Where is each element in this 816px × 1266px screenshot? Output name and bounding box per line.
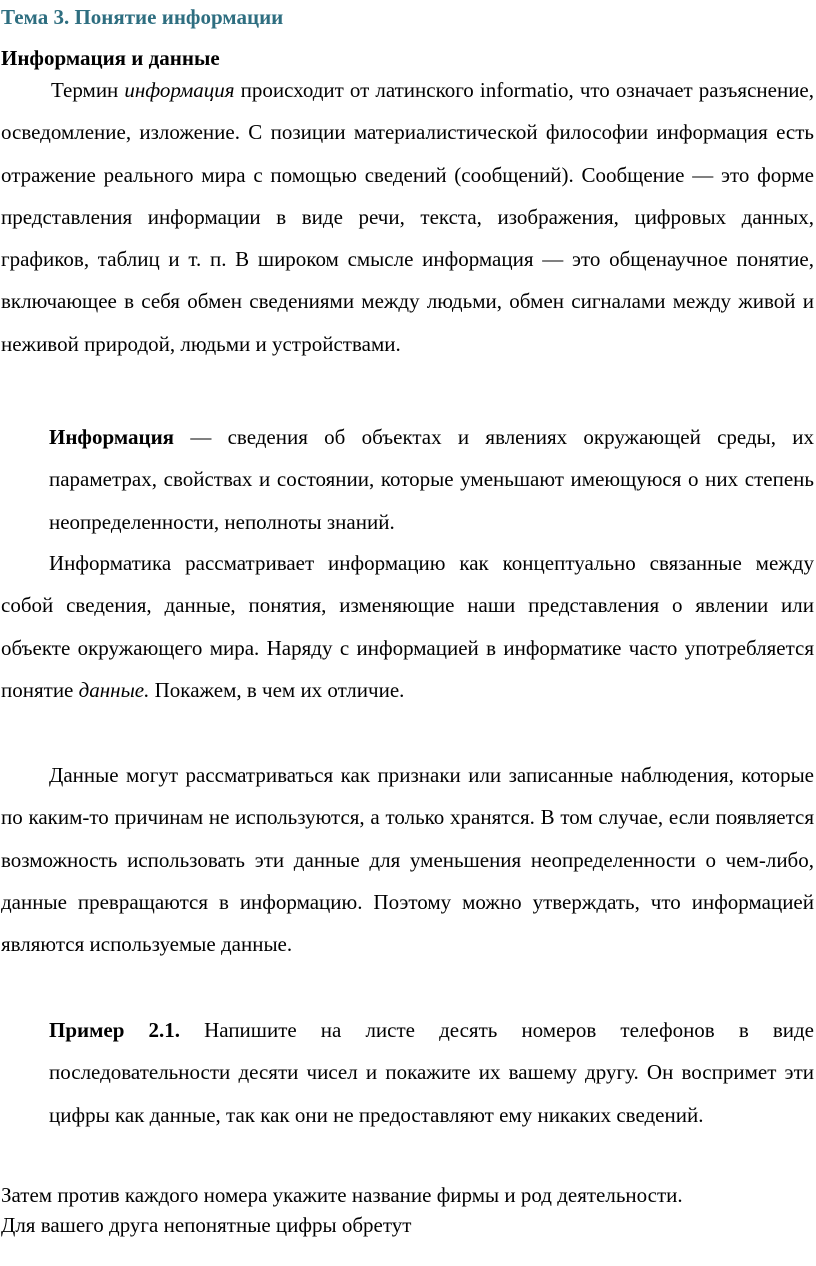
- paragraph-lead-text: Термин: [51, 78, 125, 102]
- example-paragraph: [49, 1009, 814, 1136]
- definition-paragraph: [49, 416, 814, 543]
- definition-text: — сведения об объектах и явлениях окружающей среды, их параметрах, свойствах и состоянии, которые уменьшают имеющуюся о них степень неопределенности, неполноты знаний.: [49, 425, 814, 534]
- paragraph-body-text: происходит от латинского informatio, что означает разъяснение, осведомление, изложение. С позиции материалистической философии информация есть отражение реального мира с помощью сведений (сообщений). Сообщение — это форме представления информации в виде речи, текста, изображения, цифровых данных, графиков, таблиц и т. п. В широком смысле информация — это общенаучное понятие, включающее в себя обмен сведениями между людьми, обмен сигналами между живой и неживой природой, людьми и устройствами.: [1, 78, 814, 356]
- paragraph-data: Данные могут рассматриваться как признаки или записанные наблюдения, которые по каким-то причинам не используются, а только хранятся. В том случае, если появляется возможность использовать эти данные для уменьшения неопределенности о чем-либо, данные превращаются в информацию. Поэтому можно утверждать, что информацией являются используемые данные.: [1, 763, 814, 957]
- tail-line-2: Для вашего друга непонятные цифры обретут: [1, 1213, 412, 1237]
- paragraph-body-text: Покажем, в чем их отличие.: [149, 677, 405, 702]
- definition-term: Информация: [49, 425, 175, 449]
- italic-term-data: данные.: [78, 677, 150, 702]
- topic-title: Тема 3. Понятие информации: [1, 5, 284, 29]
- tail-text: [1, 1180, 814, 1240]
- tail-line-1: Затем против каждого номера укажите название фирмы и род деятельности.: [1, 1183, 683, 1207]
- paragraph-lead-text: Информатика рассматривает информацию как концептуально связанные между собой сведения, данные, понятия, изменяющие наши представления о явлении или объекте окружающего мира. Наряду с информацией в информатике часто употребляется понятие: [1, 551, 814, 702]
- section-title: Информация и данные: [1, 46, 220, 70]
- example-label: Пример 2.1.: [49, 1018, 181, 1042]
- example-text: Напишите на листе десять номеров телефонов в виде последовательности десяти чисел и покажите их вашему другу. Он воспримет эти цифры как данные, так как они не предоставляют ему никаких сведений.: [49, 1018, 814, 1127]
- paragraph-term-origin: [1, 69, 814, 365]
- italic-term-information: информация: [124, 78, 235, 102]
- paragraph-informatics: [1, 542, 814, 711]
